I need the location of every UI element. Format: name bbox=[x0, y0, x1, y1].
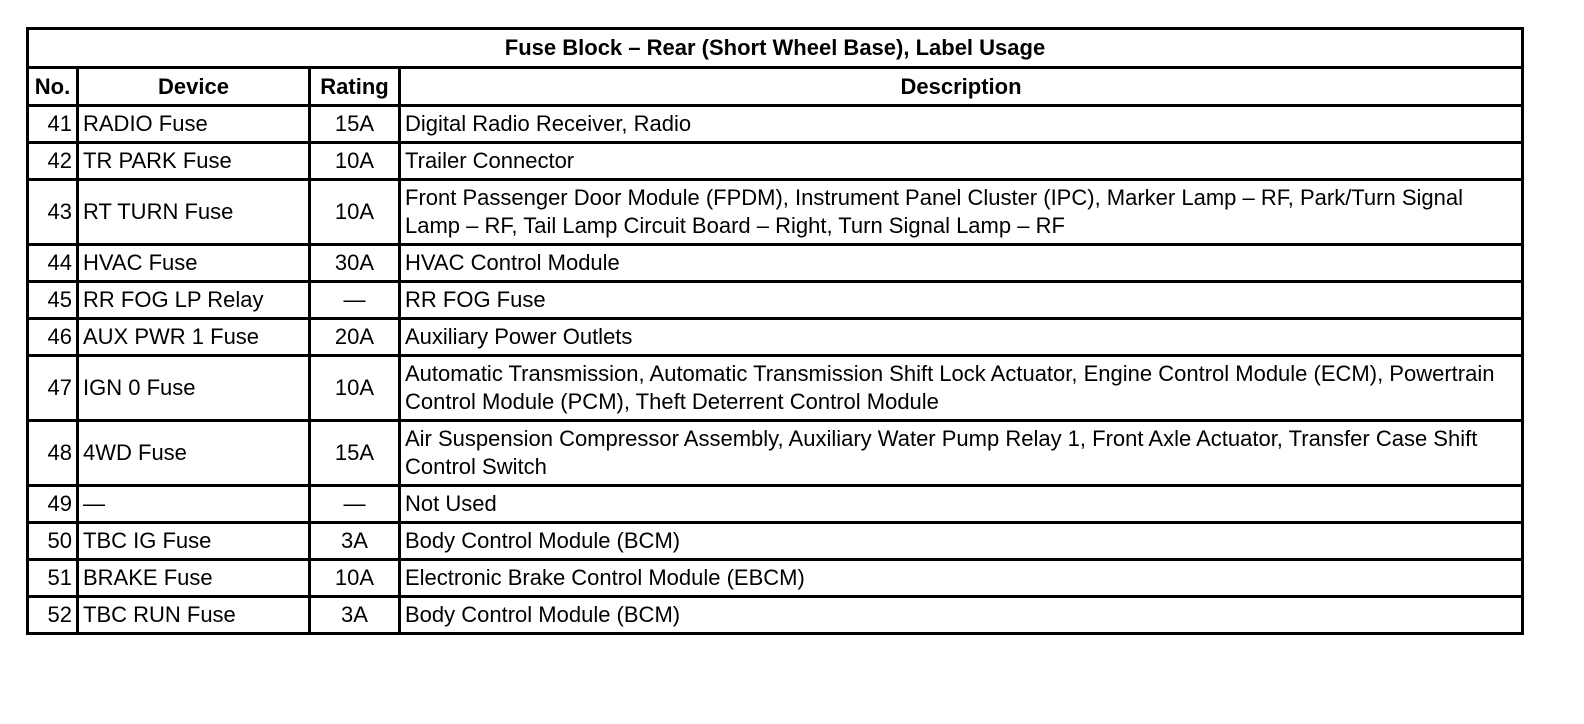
cell-device: — bbox=[78, 486, 310, 523]
cell-device: 4WD Fuse bbox=[78, 421, 310, 486]
cell-device: TBC IG Fuse bbox=[78, 523, 310, 560]
cell-rating: 10A bbox=[310, 143, 400, 180]
table-row bbox=[28, 282, 1523, 319]
cell-description: Auxiliary Power Outlets bbox=[400, 319, 1523, 356]
cell-rating: 3A bbox=[310, 523, 400, 560]
cell-no: 45 bbox=[28, 282, 78, 319]
cell-rating: 10A bbox=[310, 560, 400, 597]
cell-no: 48 bbox=[28, 421, 78, 486]
cell-no: 44 bbox=[28, 245, 78, 282]
cell-description: Air Suspension Compressor Assembly, Auxiliary Water Pump Relay 1, Front Axle Actuator, Transfer Case Shift Control Switch bbox=[400, 421, 1523, 486]
cell-description: Body Control Module (BCM) bbox=[400, 523, 1523, 560]
cell-device: TR PARK Fuse bbox=[78, 143, 310, 180]
table-row bbox=[28, 356, 1523, 421]
cell-description: Front Passenger Door Module (FPDM), Instrument Panel Cluster (IPC), Marker Lamp – RF, Park/Turn Signal Lamp – RF, Tail Lamp Circuit Board – Right, Turn Signal Lamp – RF bbox=[400, 180, 1523, 245]
fuse-block-table bbox=[26, 27, 1524, 635]
table-title-row bbox=[28, 29, 1523, 68]
cell-device: RT TURN Fuse bbox=[78, 180, 310, 245]
table-title: Fuse Block – Rear (Short Wheel Base), Label Usage bbox=[28, 29, 1523, 68]
table-row bbox=[28, 523, 1523, 560]
header-rating: Rating bbox=[310, 68, 400, 106]
cell-no: 41 bbox=[28, 106, 78, 143]
cell-description: Electronic Brake Control Module (EBCM) bbox=[400, 560, 1523, 597]
cell-no: 42 bbox=[28, 143, 78, 180]
cell-rating: 10A bbox=[310, 180, 400, 245]
header-no: No. bbox=[28, 68, 78, 106]
cell-device: TBC RUN Fuse bbox=[78, 597, 310, 634]
cell-description: Body Control Module (BCM) bbox=[400, 597, 1523, 634]
cell-rating: 30A bbox=[310, 245, 400, 282]
cell-description: Automatic Transmission, Automatic Transmission Shift Lock Actuator, Engine Control Module (ECM), Powertrain Control Module (PCM), Theft Deterrent Control Module bbox=[400, 356, 1523, 421]
header-description: Description bbox=[400, 68, 1523, 106]
cell-rating: 20A bbox=[310, 319, 400, 356]
cell-no: 52 bbox=[28, 597, 78, 634]
cell-rating: 3A bbox=[310, 597, 400, 634]
cell-no: 50 bbox=[28, 523, 78, 560]
header-device: Device bbox=[78, 68, 310, 106]
cell-device: IGN 0 Fuse bbox=[78, 356, 310, 421]
table-row bbox=[28, 597, 1523, 634]
cell-description: Trailer Connector bbox=[400, 143, 1523, 180]
cell-no: 47 bbox=[28, 356, 78, 421]
cell-device: BRAKE Fuse bbox=[78, 560, 310, 597]
cell-description: RR FOG Fuse bbox=[400, 282, 1523, 319]
cell-device: RR FOG LP Relay bbox=[78, 282, 310, 319]
table-row bbox=[28, 560, 1523, 597]
cell-device: AUX PWR 1 Fuse bbox=[78, 319, 310, 356]
cell-description: HVAC Control Module bbox=[400, 245, 1523, 282]
cell-description: Digital Radio Receiver, Radio bbox=[400, 106, 1523, 143]
cell-rating: 15A bbox=[310, 106, 400, 143]
table-row bbox=[28, 319, 1523, 356]
cell-rating: 10A bbox=[310, 356, 400, 421]
cell-device: HVAC Fuse bbox=[78, 245, 310, 282]
cell-no: 49 bbox=[28, 486, 78, 523]
table-row bbox=[28, 421, 1523, 486]
table-row bbox=[28, 143, 1523, 180]
cell-no: 51 bbox=[28, 560, 78, 597]
cell-rating: 15A bbox=[310, 421, 400, 486]
table-row bbox=[28, 106, 1523, 143]
cell-rating: — bbox=[310, 282, 400, 319]
table-row bbox=[28, 180, 1523, 245]
cell-no: 46 bbox=[28, 319, 78, 356]
table-header-row bbox=[28, 68, 1523, 106]
cell-no: 43 bbox=[28, 180, 78, 245]
cell-device: RADIO Fuse bbox=[78, 106, 310, 143]
cell-description: Not Used bbox=[400, 486, 1523, 523]
table-row bbox=[28, 486, 1523, 523]
table-row bbox=[28, 245, 1523, 282]
cell-rating: — bbox=[310, 486, 400, 523]
